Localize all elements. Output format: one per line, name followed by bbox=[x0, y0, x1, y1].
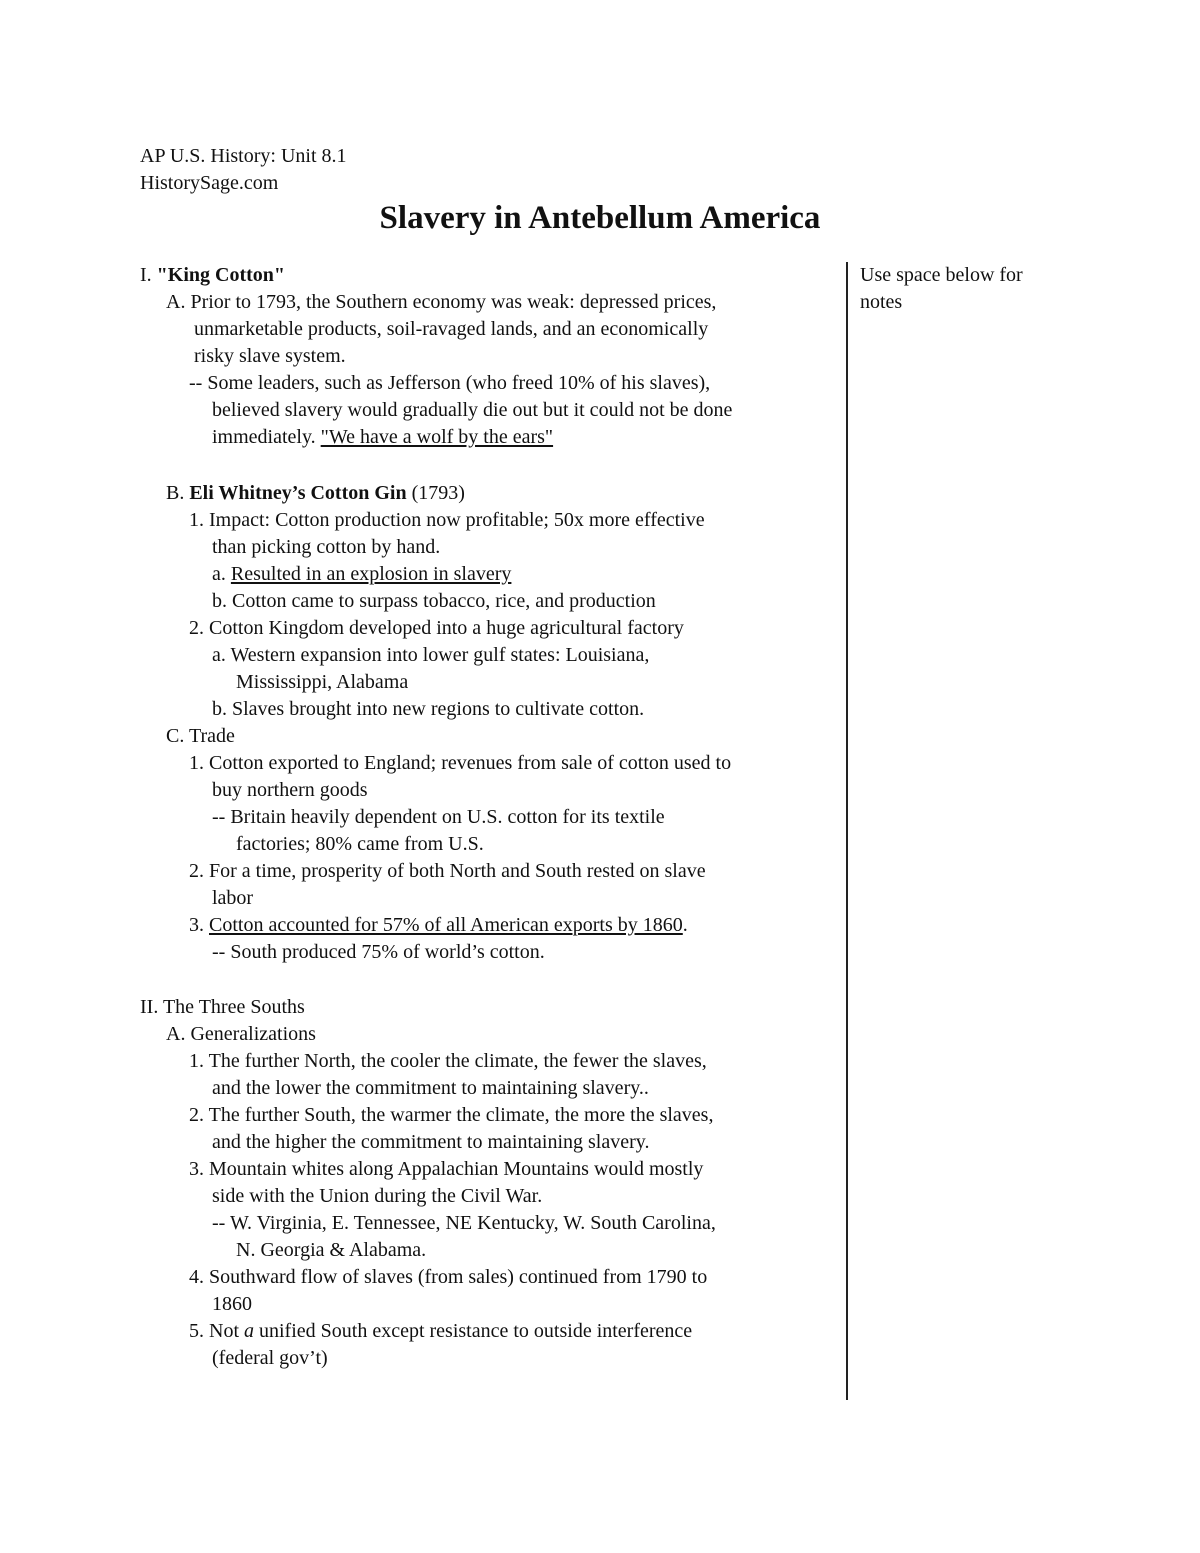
outline-line: 2. For a time, prosperity of both North and South rested on slave bbox=[189, 860, 706, 882]
outline-line: -- W. Virginia, E. Tennessee, NE Kentucky, W. South Carolina, bbox=[212, 1212, 716, 1234]
subsection-heading: A. Generalizations bbox=[166, 1023, 316, 1045]
jefferson-quote: "We have a wolf by the ears" bbox=[320, 426, 554, 448]
outline-line: 4. Southward flow of slaves (from sales) continued from 1790 to bbox=[189, 1266, 708, 1288]
outline-line: N. Georgia & Alabama. bbox=[236, 1239, 427, 1261]
outline-line: A. Prior to 1793, the Southern economy was weak: depressed prices, bbox=[166, 291, 717, 313]
outline-text: 5. Not bbox=[189, 1320, 244, 1342]
outline-line: 1. Cotton exported to England; revenues from sale of cotton used to bbox=[189, 752, 732, 774]
notes-column bbox=[860, 262, 1060, 316]
course-label: AP U.S. History: Unit 8.1 bbox=[140, 145, 347, 167]
subsection-heading: C. Trade bbox=[166, 725, 235, 747]
outline-line: labor bbox=[212, 887, 254, 909]
outline-line: 1. Impact: Cotton production now profitable; 50x more effective bbox=[189, 509, 705, 531]
outline-line bbox=[189, 912, 688, 939]
notes-label-line-2: notes bbox=[860, 291, 903, 313]
outline-line: and the higher the commitment to maintaining slavery. bbox=[212, 1131, 650, 1153]
outline-line: a. Western expansion into lower gulf states: Louisiana, bbox=[212, 644, 650, 666]
subsection-letter: B. bbox=[166, 482, 190, 504]
outline-line: (federal gov’t) bbox=[212, 1347, 328, 1369]
outline-line bbox=[189, 1318, 692, 1345]
outline-line: believed slavery would gradually die out but it could not be done bbox=[212, 399, 733, 421]
outline-line: and the lower the commitment to maintaining slavery.. bbox=[212, 1077, 649, 1099]
section-2-heading: II. The Three Souths bbox=[140, 996, 305, 1018]
section-title: "King Cotton" bbox=[156, 264, 286, 286]
item-number: 3. bbox=[189, 914, 209, 936]
outline-line: side with the Union during the Civil War. bbox=[212, 1185, 543, 1207]
outline-line bbox=[212, 424, 553, 451]
item-letter: a. bbox=[212, 563, 231, 585]
outline-line: -- Britain heavily dependent on U.S. cotton for its textile bbox=[212, 806, 665, 828]
section-number: I. bbox=[140, 264, 157, 286]
emphasis-text: a bbox=[244, 1320, 254, 1342]
outline-line bbox=[212, 561, 511, 588]
subsection-title: Eli Whitney’s Cotton Gin bbox=[189, 482, 407, 504]
subsection-heading bbox=[166, 480, 465, 507]
outline-text: immediately. bbox=[212, 426, 321, 448]
outline-line: than picking cotton by hand. bbox=[212, 536, 441, 558]
outline-line: -- Some leaders, such as Jefferson (who freed 10% of his slaves), bbox=[189, 372, 711, 394]
outline-text: unified South except resistance to outside interference bbox=[254, 1320, 693, 1342]
outline-line: 2. Cotton Kingdom developed into a huge agricultural factory bbox=[189, 617, 684, 639]
underlined-text: Resulted in an explosion in slavery bbox=[230, 563, 512, 585]
outline-line: 2. The further South, the warmer the climate, the more the slaves, bbox=[189, 1104, 714, 1126]
notes-divider bbox=[846, 262, 848, 1400]
outline-line: 3. Mountain whites along Appalachian Mountains would mostly bbox=[189, 1158, 704, 1180]
site-label: HistorySage.com bbox=[140, 172, 279, 194]
underlined-text: Cotton accounted for 57% of all American exports by 1860 bbox=[209, 914, 683, 936]
outline-line: b. Cotton came to surpass tobacco, rice, and production bbox=[212, 590, 656, 612]
outline-line: -- South produced 75% of world’s cotton. bbox=[212, 941, 545, 963]
outline-line: 1860 bbox=[212, 1293, 252, 1315]
outline-line: 1. The further North, the cooler the climate, the fewer the slaves, bbox=[189, 1050, 707, 1072]
outline-line: Mississippi, Alabama bbox=[236, 671, 409, 693]
item-punct: . bbox=[682, 914, 688, 936]
page-title: Slavery in Antebellum America bbox=[379, 200, 821, 236]
outline-line: factories; 80% came from U.S. bbox=[236, 833, 484, 855]
outline-line: unmarketable products, soil-ravaged lands, and an economically bbox=[194, 318, 709, 340]
subsection-year: (1793) bbox=[406, 482, 465, 504]
notes-label-line-1: Use space below for bbox=[860, 264, 1023, 286]
outline-line: risky slave system. bbox=[194, 345, 346, 367]
outline-line: buy northern goods bbox=[212, 779, 368, 801]
outline-line: b. Slaves brought into new regions to cultivate cotton. bbox=[212, 698, 645, 720]
section-1-heading bbox=[140, 262, 285, 289]
